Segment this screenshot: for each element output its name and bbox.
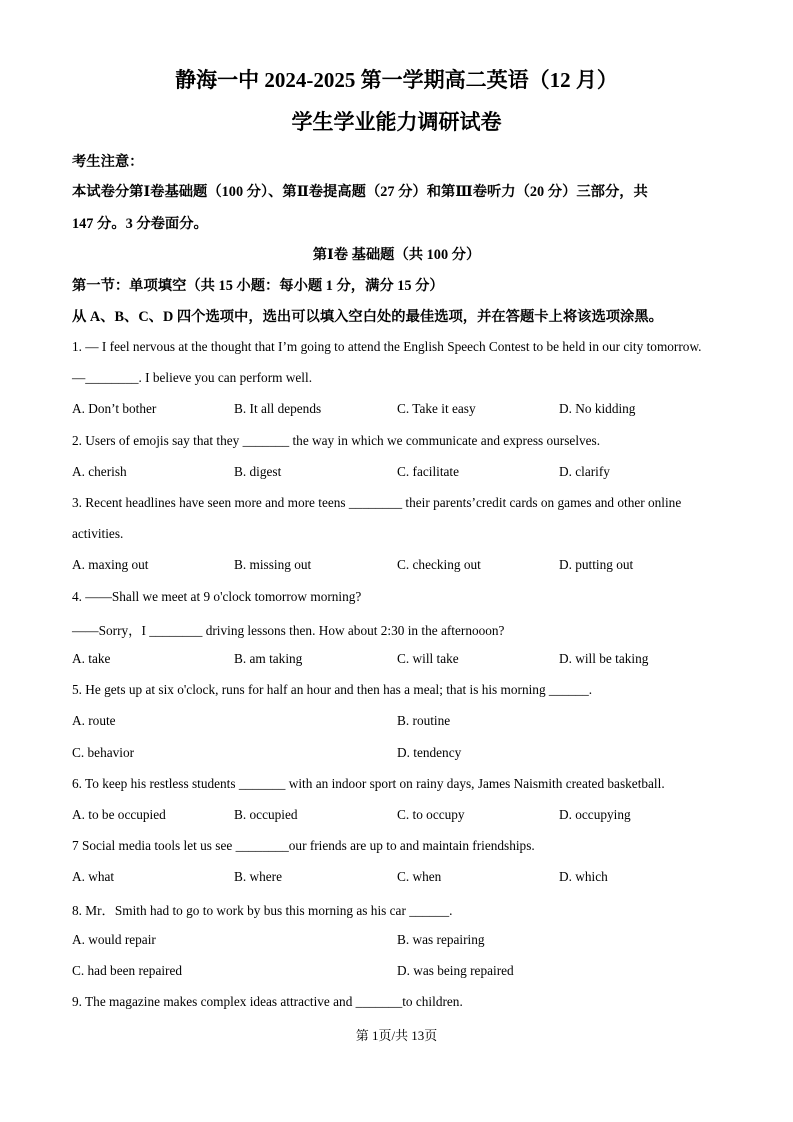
q3-option-b: B. missing out	[234, 557, 312, 572]
q4-option-c: C. will take	[397, 651, 459, 666]
q4-option-a: A. take	[72, 651, 111, 666]
q5-option-a: A. route	[72, 713, 116, 728]
q2-option-b: B. digest	[234, 464, 282, 479]
question-7-stem: 7 Social media tools let us see ________our friends are up to and maintain friendships.	[72, 838, 535, 853]
q1-option-b: B. It all depends	[234, 401, 322, 416]
exam-title: 静海一中 2024-2025 第一学期高二英语（12 月）	[175, 68, 618, 92]
q8-option-c: C. had been repaired	[72, 963, 183, 978]
notice-line-2: 147 分。3 分卷面分。	[72, 216, 208, 232]
question-8-stem: 8. Mr．Smith had to go to work by bus this morning as his car ______.	[72, 903, 453, 918]
q6-option-a: A. to be occupied	[72, 807, 166, 822]
part1-heading: 第一节：单项填空（共 15 小题：每小题 1 分，满分 15 分）	[72, 278, 444, 294]
q8-option-d: D. was being repaired	[397, 963, 514, 978]
question-1-reply: —________. I believe you can perform well.	[72, 370, 313, 385]
q7-option-c: C. when	[397, 869, 442, 884]
q3-option-c: C. checking out	[397, 557, 481, 572]
q3-option-a: A. maxing out	[72, 557, 149, 572]
q8-option-a: A. would repair	[72, 932, 156, 947]
question-1-stem: 1. — I feel nervous at the thought that I’m going to attend the English Speech Contest to be held in our city tomorrow.	[72, 339, 702, 354]
q7-option-d: D. which	[559, 869, 608, 884]
question-3-stem-cont: activities.	[72, 526, 124, 541]
question-5-stem: 5. He gets up at six o'clock, runs for half an hour and then has a meal; that is his morning ______.	[72, 682, 593, 697]
q6-option-c: C. to occupy	[397, 807, 465, 822]
q5-option-c: C. behavior	[72, 745, 135, 760]
q3-option-d: D. putting out	[559, 557, 634, 572]
section-heading: 第Ⅰ卷 基础题（共 100 分）	[312, 247, 481, 263]
notice-label: 考生注意：	[72, 154, 144, 170]
question-4-stem: 4. ——Shall we meet at 9 o'clock tomorrow morning?	[72, 589, 362, 604]
q7-option-a: A. what	[72, 869, 115, 884]
q2-option-a: A. cherish	[72, 464, 127, 479]
q5-option-b: B. routine	[397, 713, 451, 728]
q6-option-d: D. occupying	[559, 807, 631, 822]
q7-option-b: B. where	[234, 869, 282, 884]
question-9-stem: 9. The magazine makes complex ideas attractive and _______to children.	[72, 994, 463, 1009]
q6-option-b: B. occupied	[234, 807, 298, 822]
q1-option-c: C. Take it easy	[397, 401, 476, 416]
q2-option-d: D. clarify	[559, 464, 610, 479]
question-4-reply: ——Sorry，I ________ driving lessons then. How about 2:30 in the afternooon?	[72, 623, 505, 638]
notice-line-1: 本试卷分第Ⅰ卷基础题（100 分）、第Ⅱ卷提高题（27 分）和第Ⅲ卷听力（20 分）三部分，共	[72, 184, 648, 200]
question-2-stem: 2. Users of emojis say that they _______ the way in which we communicate and express ourselves.	[72, 433, 601, 448]
q8-option-b: B. was repairing	[397, 932, 485, 947]
page-footer: 第 1页/共 13页	[355, 1028, 438, 1043]
q4-option-b: B. am taking	[234, 651, 303, 666]
exam-subtitle: 学生学业能力调研试卷	[291, 110, 502, 134]
question-3-stem: 3. Recent headlines have seen more and more teens ________ their parents’credit cards on games and other online	[72, 495, 682, 510]
q4-option-d: D. will be taking	[559, 651, 649, 666]
question-6-stem: 6. To keep his restless students _______ with an indoor sport on rainy days, James Naismith created basketball.	[72, 776, 665, 791]
q5-option-d: D. tendency	[397, 745, 462, 760]
q1-option-a: A. Don’t bother	[72, 401, 157, 416]
q1-option-d: D. No kidding	[559, 401, 636, 416]
part1-instruction: 从 A、B、C、D 四个选项中，选出可以填入空白处的最佳选项，并在答题卡上将该选项涂黑。	[72, 309, 663, 325]
q2-option-c: C. facilitate	[397, 464, 460, 479]
